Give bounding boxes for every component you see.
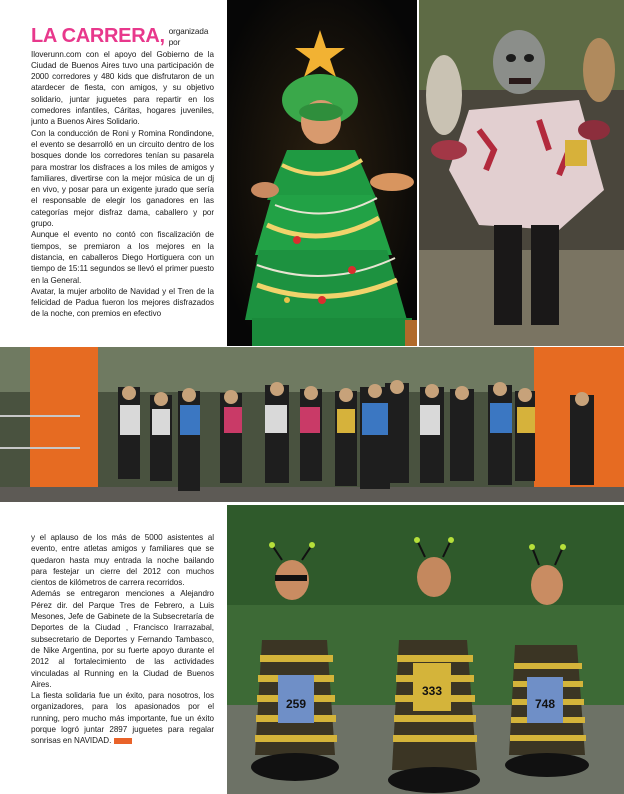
paragraph-4: Avatar, la mujer arbolito de Navidad y el Tren de la felicidad de Padua fueron los mejores disfrazados de la noche, con premios en efectivo	[31, 286, 214, 319]
paragraph-3: Aunque el evento no contó con fiscalización de tiempos, se premiaron a los mejores en la distancia, en caballeros Diego Hortiguera con un tiempo de 15:11 segundos se llevó el primer puesto en la General.	[31, 230, 214, 285]
headline-tail: organizada por	[168, 27, 209, 48]
article-column-2	[31, 532, 214, 762]
paragraph-2: Con la conducción de Roni y Romina Rondindone, el evento se desarrolló en un circuito dentro de los bosques donde los corredores tenían su pasarela para mostrar los disfraces a los miles de amigos y familiares, divertirse con la mejor música de un dj en vivo, y posar para un exigente jurado que sería el responsable de elegir los ganadores en las categorías mejor disfraz dama, caballero y por grupo.	[31, 128, 214, 229]
zombie-costume-photo	[419, 0, 624, 346]
bee-costume-runners-photo	[227, 505, 624, 794]
article-intro	[31, 26, 214, 128]
runner-bib-333: 333	[421, 684, 443, 698]
closing-text: La fiesta solidaria fue un éxito, para nosotros, los organizadores, para los apasionados por el running, pero mucho más importante, fue un éxito porque logró juntar 2897 juguetes para regalar sonrisas en NAVIDAD.	[31, 691, 214, 746]
runner-bib-259: 259	[285, 697, 307, 711]
article-headline: LA CARRERA,	[31, 26, 165, 47]
article-column-1	[31, 26, 214, 344]
christmas-tree-costume-photo	[227, 0, 417, 346]
paragraph-5: y el aplauso de los más de 5000 asistentes al evento, entre atletas amigos y familiares que se quedaron hasta muy entrada la noche bailando para festejar un cierre del 2012 con muchos cientos de kilómetros de carrera recorridos.	[31, 533, 214, 588]
runner-bib-748: 748	[534, 697, 556, 711]
paragraph-6: Además se entregaron menciones a Alejandro Pérez dir. del Parque Tres de Febrero, a Luis Mesones, Jefe de Gabinete de la Subsecretaría de Deportes de la Ciudad , Francisco Irarrazabal, subsecretario de Deportes y Fernando Tambasco, de Nike Argentina, por su fuerte apoyo durante el 2012 al fortalecimiento de las actividades vinculadas al Running en la Ciudad de Buenos Aires.	[31, 589, 214, 689]
end-of-article-mark	[114, 738, 132, 744]
paragraph-7	[31, 690, 214, 746]
race-crowd-photo	[0, 347, 624, 502]
paragraph-1: Iloverunn.com con el apoyo del Gobierno de la Ciudad de Buenos Aires tuvo una participación de 2000 corredores y 480 kids que disfrutaron de un atardecer de fiesta, con amigos, y su objetivo solidario, juntar juguetes para repartir en los comedores infantiles, Cáritas, hogares juveniles, junto a Buenos Aires Solidario.	[31, 49, 214, 127]
